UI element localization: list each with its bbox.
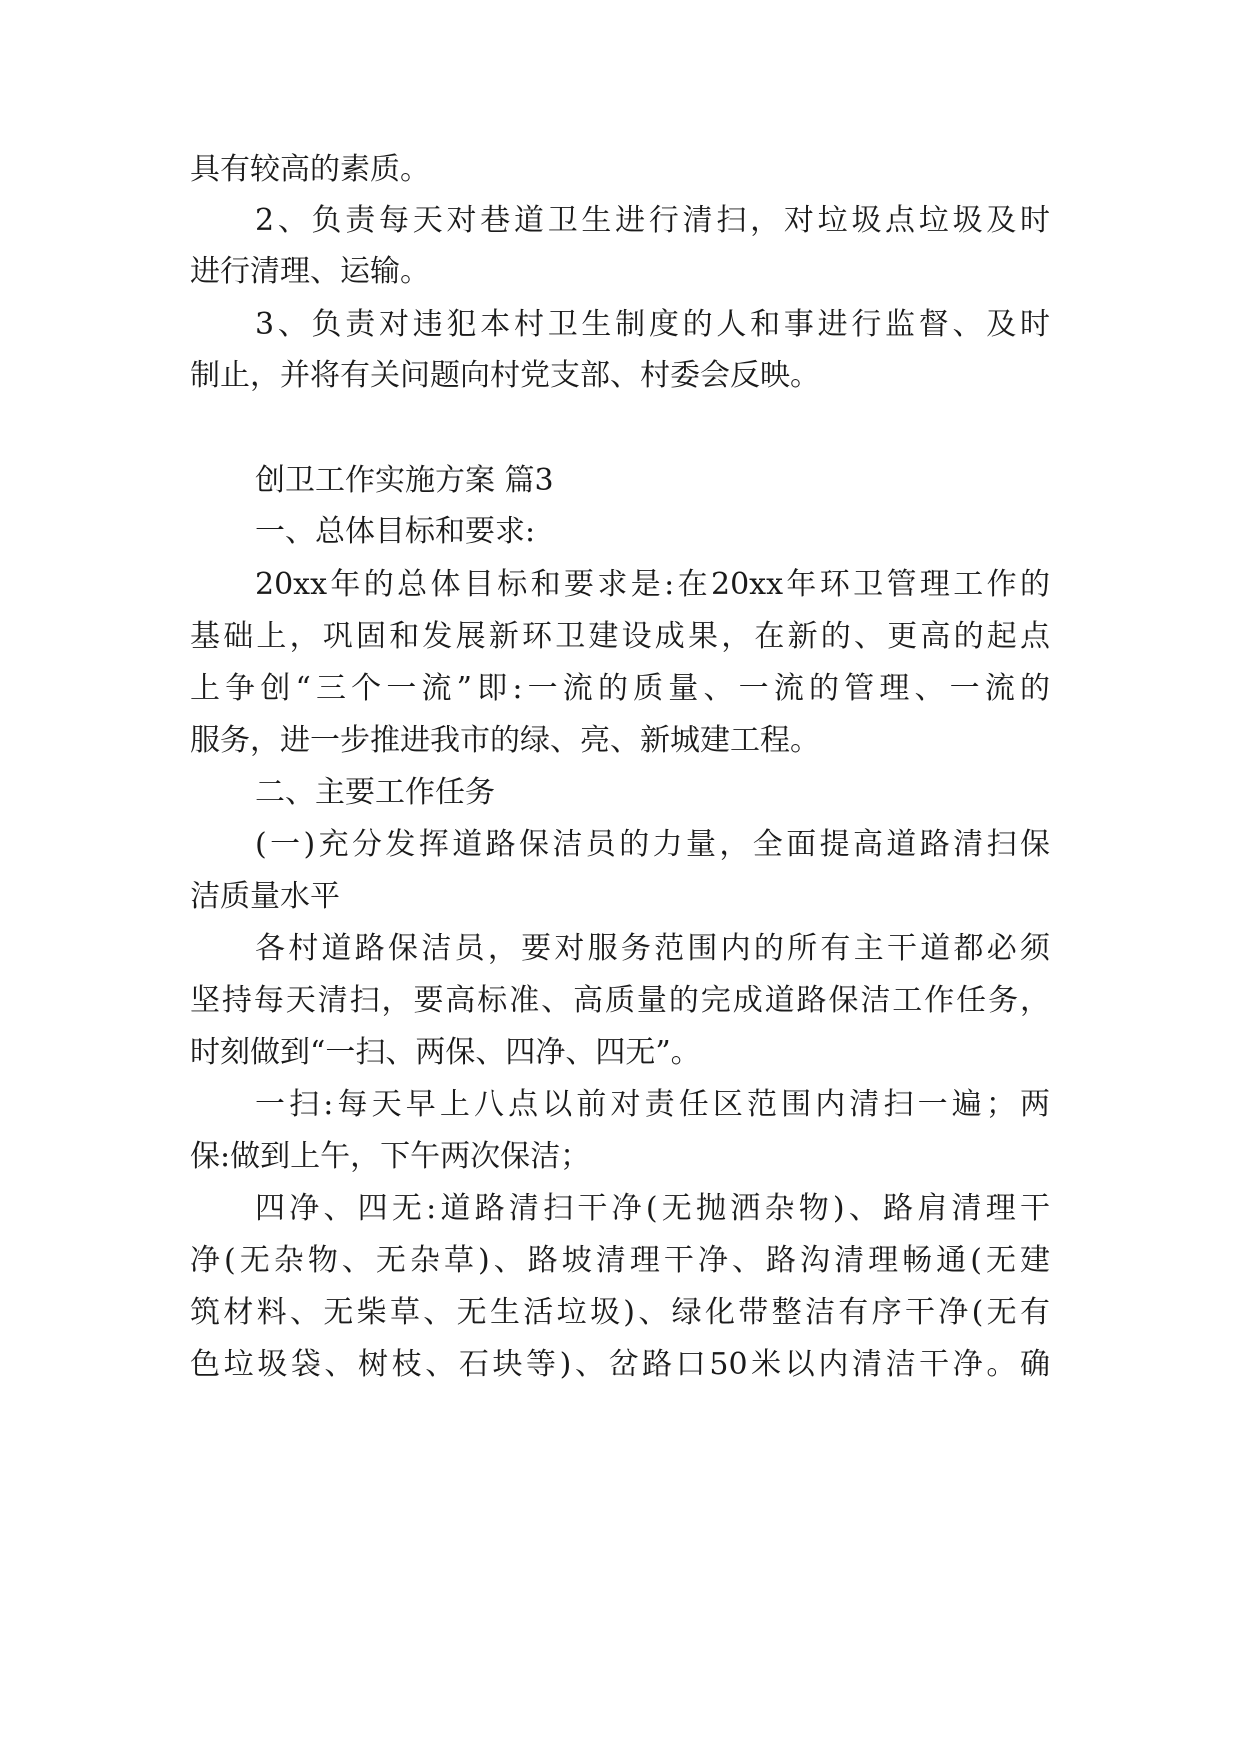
text-line: 制止，并将有关问题向村党支部、村委会反映。 [190,358,820,393]
text-line: 各村道路保洁员，要对服务范围内的所有主干道都必须 [255,931,1050,966]
text-line: 进行清理、运输。 [190,254,430,289]
text-line: 四净、四无:道路清扫干净(无抛洒杂物)、路肩清理干 [255,1191,1050,1226]
section-subheading: 一、总体目标和要求: [255,514,536,549]
text-line: 保:做到上午，下午两次保洁； [190,1139,591,1174]
text-line: 基础上，巩固和发展新环卫建设成果，在新的、更高的起点 [190,619,1050,654]
text-line: 20xx年的总体目标和要求是:在20xx年环卫管理工作的 [255,567,1050,602]
section-heading: 创卫工作实施方案 篇3 [255,463,554,498]
text-line: 净(无杂物、无杂草)、路坡清理干净、路沟清理畅通(无建 [190,1243,1050,1278]
text-line: (一)充分发挥道路保洁员的力量，全面提高道路清扫保 [255,827,1050,862]
text-line: 洁质量水平 [190,879,340,914]
text-line: 服务，进一步推进我市的绿、亮、新城建工程。 [190,723,820,758]
text-line: 一扫:每天早上八点以前对责任区范围内清扫一遍；两 [255,1087,1050,1122]
text-line: 坚持每天清扫，要高标准、高质量的完成道路保洁工作任务， [190,983,1050,1018]
section-subheading: 二、主要工作任务 [255,775,495,810]
text-line: 具有较高的素质。 [190,152,430,187]
text-line: 时刻做到“一扫、两保、四净、四无”。 [190,1035,701,1070]
text-line: 2、负责每天对巷道卫生进行清扫，对垃圾点垃圾及时 [255,203,1050,238]
text-line: 色垃圾袋、树枝、石块等)、岔路口50米以内清洁干净。确 [190,1347,1050,1382]
text-line: 上争创“三个一流”即:一流的质量、一流的管理、一流的 [190,671,1050,706]
text-line: 3、负责对违犯本村卫生制度的人和事进行监督、及时 [255,307,1050,342]
text-line: 筑材料、无柴草、无生活垃圾)、绿化带整洁有序干净(无有 [190,1295,1050,1330]
